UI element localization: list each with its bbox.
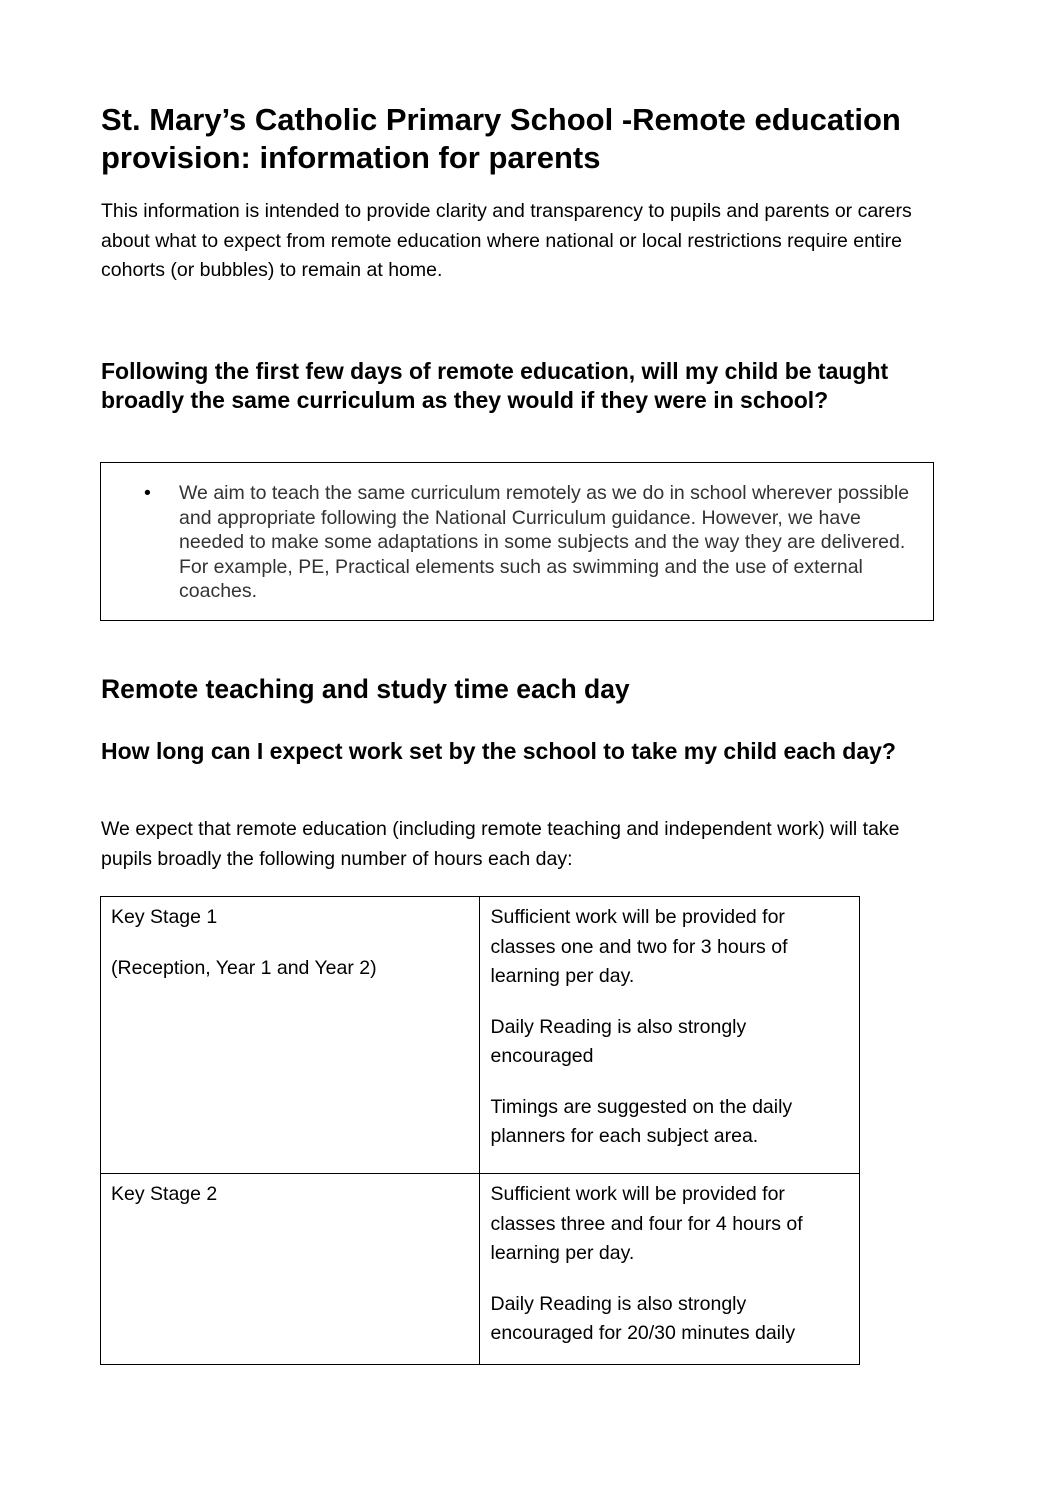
description-text: Sufficient work will be provided for classes three and four for 4 hours of learning per day. xyxy=(490,1183,803,1264)
list-item xyxy=(101,481,919,604)
description-cell xyxy=(480,1174,860,1365)
stage-note: (Reception, Year 1 and Year 2) xyxy=(111,956,377,979)
table-row xyxy=(101,897,860,1174)
hours-intro-paragraph: We expect that remote education (including remote teaching and independent work) will take pupils broadly the following number of hours each day: xyxy=(101,818,900,870)
stage-cell xyxy=(101,897,480,1174)
intro-paragraph: This information is intended to provide clarity and transparency to pupils and parents or carers about what to expect from remote education where national or local restrictions require entire cohorts (or bubbles) to remain at home. xyxy=(101,200,912,281)
description-cell xyxy=(480,897,860,1174)
curriculum-answer-text: We aim to teach the same curriculum remotely as we do in school wherever possible and appropriate following the National Curriculum guidance. However, we have needed to make some adaptations in some subjects and the way they are delivered. For example, PE, Practical elements such as swimming and the use of external coaches. xyxy=(179,482,910,602)
description-text: Daily Reading is also strongly encouraged xyxy=(490,1015,747,1067)
page-title: St. Mary’s Catholic Primary School -Remote education provision: information for parents xyxy=(101,102,901,175)
curriculum-answer-box xyxy=(100,462,934,621)
stage-label: Key Stage 1 xyxy=(111,906,218,928)
stage-cell xyxy=(101,1174,480,1365)
description-text: Sufficient work will be provided for classes one and two for 3 hours of learning per day. xyxy=(490,906,788,987)
curriculum-question-heading: Following the first few days of remote education, will my child be taught broadly the same curriculum as they would if they were in school? xyxy=(101,358,889,413)
table-row xyxy=(101,1174,860,1365)
stage-label: Key Stage 2 xyxy=(111,1183,218,1205)
description-text: Daily Reading is also strongly encouraged for 20/30 minutes daily xyxy=(490,1292,796,1344)
bullet-icon: • xyxy=(144,482,151,504)
description-text: Timings are suggested on the daily planners for each subject area. xyxy=(490,1095,793,1147)
hours-question-heading: How long can I expect work set by the school to take my child each day? xyxy=(101,738,896,764)
hours-table xyxy=(100,896,860,1365)
section-heading-remote-teaching: Remote teaching and study time each day xyxy=(101,674,630,704)
curriculum-answer-list xyxy=(101,481,919,604)
